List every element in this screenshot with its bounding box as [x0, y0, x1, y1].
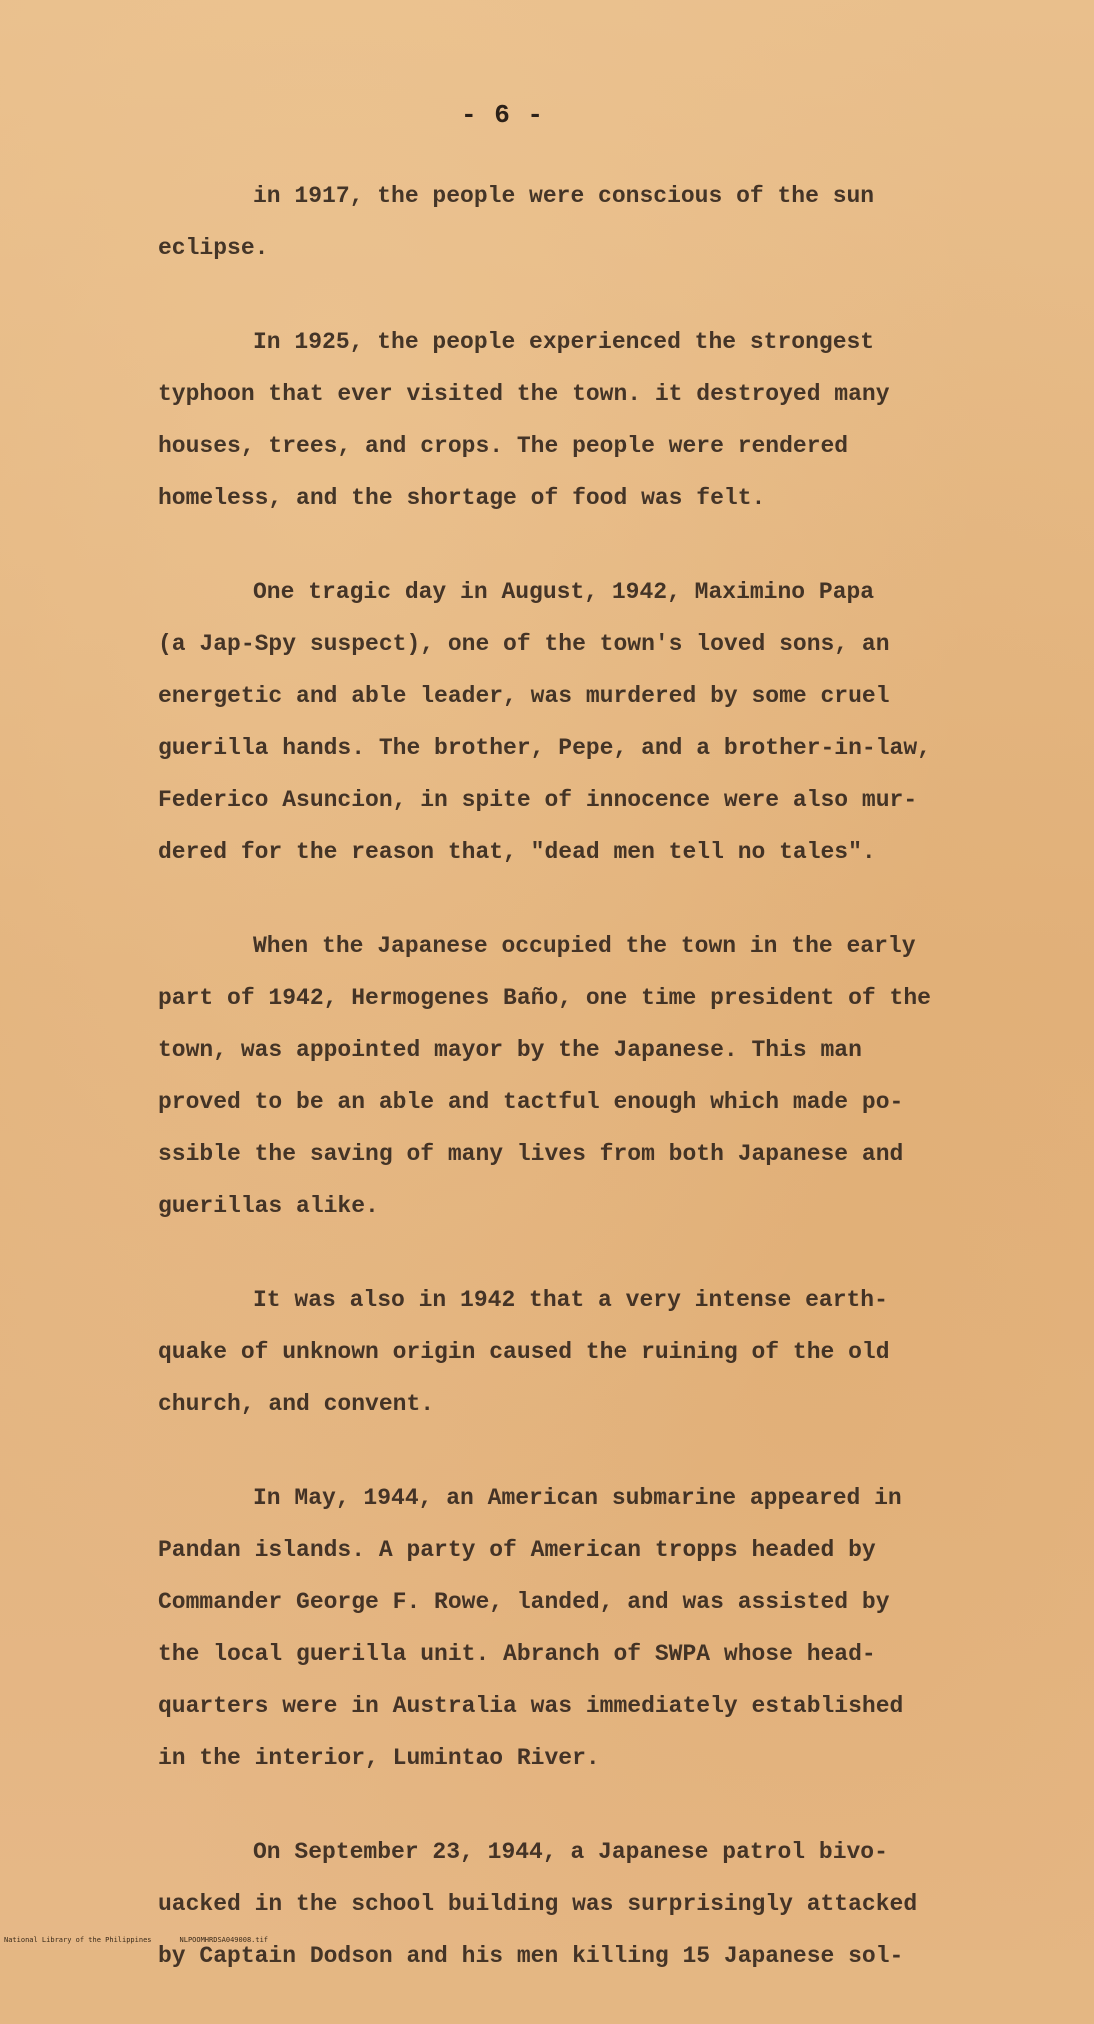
- text-line: On September 23, 1944, a Japanese patrol bivo-: [253, 1839, 888, 1865]
- paragraph: [158, 1472, 1008, 1784]
- text-line: typhoon that ever visited the town. it destroyed many: [158, 381, 890, 407]
- text-line: (a Jap-Spy suspect), one of the town's loved sons, an: [158, 631, 890, 657]
- text-line: by Captain Dodson and his men killing 15 Japanese sol-: [158, 1943, 904, 1969]
- text-line: houses, trees, and crops. The people were rendered: [158, 433, 849, 459]
- text-line: uacked in the school building was surprisingly attacked: [158, 1891, 918, 1917]
- text-line: the local guerilla unit. Abranch of SWPA whose head-: [158, 1641, 876, 1667]
- body-text: [158, 170, 1008, 2024]
- text-line: guerilla hands. The brother, Pepe, and a brother-in-law,: [158, 735, 931, 761]
- footer-library: National Library of the Philippines: [4, 1936, 152, 1944]
- text-line: ssible the saving of many lives from both Japanese and: [158, 1141, 904, 1167]
- paragraph: [158, 1826, 1008, 1982]
- scan-footer: [4, 1936, 296, 1944]
- text-line: proved to be an able and tactful enough which made po-: [158, 1089, 904, 1115]
- text-line: in the interior, Lumintao River.: [158, 1745, 600, 1771]
- text-line: church, and convent.: [158, 1391, 435, 1417]
- paragraph: [158, 316, 1008, 524]
- text-line: in 1917, the people were conscious of the sun: [253, 183, 875, 209]
- text-line: In May, 1944, an American submarine appeared in: [253, 1485, 902, 1511]
- paragraph: [158, 170, 1008, 274]
- text-line: One tragic day in August, 1942, Maximino Papa: [253, 579, 875, 605]
- text-line: dered for the reason that, "dead men tell no tales".: [158, 839, 876, 865]
- footer-filename: NLPOOMHRDSA049008.tif: [179, 1936, 269, 1944]
- text-line: eclipse.: [158, 235, 269, 261]
- text-line: quake of unknown origin caused the ruining of the old: [158, 1339, 890, 1365]
- text-line: Federico Asuncion, in spite of innocence were also mur-: [158, 787, 918, 813]
- text-line: homeless, and the shortage of food was felt.: [158, 485, 766, 511]
- text-line: town, was appointed mayor by the Japanese. This man: [158, 1037, 862, 1063]
- paragraph: [158, 920, 1008, 1232]
- text-line: When the Japanese occupied the town in the early: [253, 933, 916, 959]
- text-line: part of 1942, Hermogenes Baño, one time president of the: [158, 985, 931, 1011]
- text-line: Pandan islands. A party of American tropps headed by: [158, 1537, 876, 1563]
- text-line: Commander George F. Rowe, landed, and was assisted by: [158, 1589, 890, 1615]
- text-line: It was also in 1942 that a very intense earth-: [253, 1287, 888, 1313]
- text-line: In 1925, the people experienced the strongest: [253, 329, 875, 355]
- paragraph: [158, 566, 1008, 878]
- text-line: quarters were in Australia was immediately established: [158, 1693, 904, 1719]
- page-number: - 6 -: [460, 100, 544, 130]
- paragraph: [158, 1274, 1008, 1430]
- text-line: guerillas alike.: [158, 1193, 379, 1219]
- text-line: energetic and able leader, was murdered by some cruel: [158, 683, 890, 709]
